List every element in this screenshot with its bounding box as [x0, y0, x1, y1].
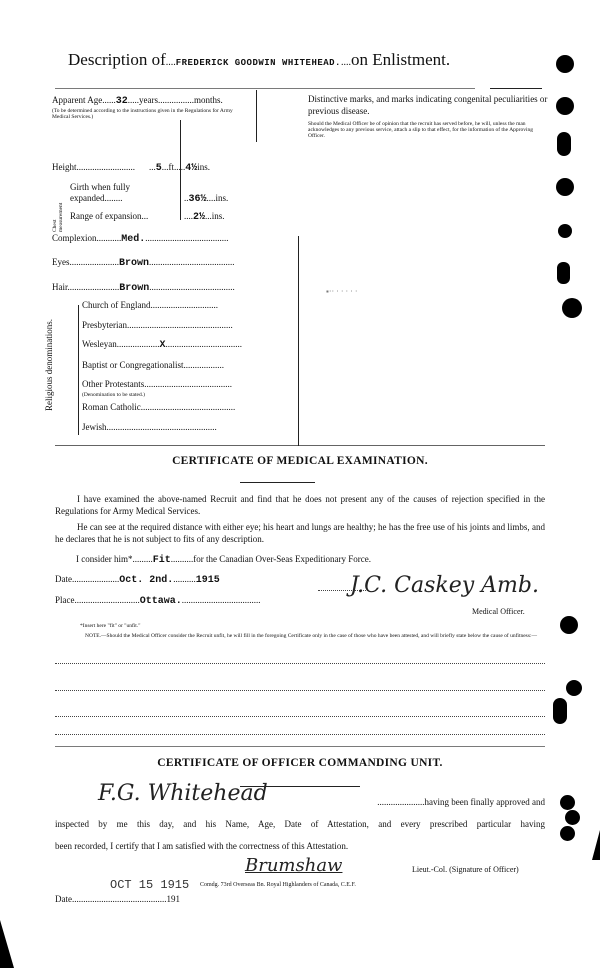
hair-row: Hair.......................Brown......................................	[52, 282, 235, 294]
recruit-name: FREDERICK GOODWIN WHITEHEAD.	[175, 58, 341, 68]
commanding-certificate-title: CERTIFICATE OF OFFICER COMMANDING UNIT.	[157, 757, 443, 769]
religion-presbyterian: Presbyterian...............................................	[82, 320, 233, 330]
commanding-date-row: Date..........................................191	[55, 894, 180, 904]
commanding-line-3: been recorded, I certify that I am satisfied with the correctness of this Attestation.	[55, 841, 349, 851]
medical-paragraph-2: He can see at the required distance with either eye; his heart and lungs are healthy; he has the free use of his joints and limbs, and he declares that he is not subject to fits of any description.	[55, 522, 545, 544]
height-row: Height.......................... ...5...ft.....4½ins.	[52, 162, 211, 174]
range-label: Range of expansion...	[70, 211, 149, 221]
medical-officer-label: Medical Officer.	[472, 607, 525, 616]
age-years: 32	[115, 96, 128, 107]
punch-hole	[560, 826, 575, 841]
recruit-signature: F.G. Whitehead	[98, 781, 268, 806]
unit-stamp: Comdg. 73rd Overseas Bn. Royal Highlanders of Canada, C.E.F.	[200, 882, 356, 888]
religion-side-label: Religious denominations.	[44, 319, 54, 411]
description-suffix: on Enlistment.	[350, 50, 451, 69]
fitness-row: I consider him*.........Fit..........for the Canadian Over-Seas Expeditionary Force.	[76, 554, 372, 566]
medical-footnote: *Insert here "fit" or "unfit."	[80, 623, 141, 629]
faint-mark: ▪·· · · · · ·	[326, 287, 358, 296]
unfitness-line	[55, 663, 545, 664]
divider	[240, 482, 315, 483]
wesleyan-mark: X	[159, 340, 166, 351]
commanding-officer-signature: Brumshaw	[245, 855, 343, 876]
description-prefix: Description of	[68, 50, 166, 69]
religion-wesleyan: Wesleyan...................X..................................	[82, 339, 243, 351]
description-heading: Description of....FREDERICK GOODWIN WHITEHEAD.....on Enlistment.	[68, 50, 451, 69]
punch-hole	[558, 224, 572, 238]
punch-hole	[560, 616, 578, 634]
punch-hole	[566, 680, 582, 696]
divider	[490, 88, 542, 89]
religion-other-note: (Denomination to be stated.)	[82, 392, 145, 398]
distinctive-marks-heading: Distinctive marks, and marks indicating congenital peculiarities or previous disease.	[308, 94, 548, 116]
date-stamp: OCT 15 1915	[110, 878, 190, 892]
medical-note: NOTE.—Should the Medical Officer consider the Recruit unfit, he will fill in the foregoing Certificate only in the case of those who have been attested, and will briefly state below the cause of unfitness:—	[85, 633, 537, 639]
distinctive-marks-note: Should the Medical Officer be of opinion that the recruit has served before, he will, unless the man acknowledges to any previous service, attach a slip to that effect, for the information of the Approving Officer.	[308, 121, 534, 139]
religion-roman-catholic: Roman Catholic..........................................	[82, 402, 236, 412]
medical-paragraph-1: I have examined the above-named Recruit and find that he does not present any of the causes of rejection specified in the Regulations for Army Medical Services.	[55, 494, 545, 516]
signature-label: Lieut.-Col. (Signature of Officer)	[412, 865, 519, 874]
punch-hole	[556, 97, 574, 115]
religion-bracket	[78, 305, 79, 435]
punch-hole	[553, 698, 567, 724]
scan-edge	[592, 830, 600, 860]
medical-officer-signature: J.C. Caskey Amb.	[350, 573, 539, 598]
punch-hole	[557, 132, 571, 156]
religion-other: Other Protestants.......................................	[82, 379, 232, 389]
fitness-value: Fit	[152, 555, 171, 566]
scan-edge	[0, 920, 14, 968]
column-divider	[298, 236, 299, 446]
unfitness-line	[55, 716, 545, 717]
punch-hole	[557, 262, 570, 284]
girth-label: Girth when fully expanded........	[70, 182, 130, 203]
punch-hole	[565, 810, 580, 825]
medical-date-row: Date.....................Oct. 2nd...........1915	[55, 574, 220, 586]
age-note: (To be determined according to the instructions given in the Regulations for Army Medical Services.)	[52, 108, 233, 120]
punch-hole	[562, 298, 582, 318]
girth-value: ..36½....ins.	[184, 193, 229, 205]
commanding-line-2: inspected by me this day, and his Name, Age, Date of Attestation, and every prescribed particular having	[55, 819, 545, 829]
divider	[55, 445, 545, 446]
commanding-line-1: .....................having been finally approved and	[377, 797, 545, 807]
apparent-age-row: Apparent Age......32.....years................months.	[52, 95, 223, 107]
medical-place-row: Place.............................Ottawa....................................	[55, 595, 261, 607]
unfitness-line	[55, 734, 545, 735]
punch-hole	[560, 795, 575, 810]
chest-side-label: Chest measurement	[52, 202, 64, 232]
range-value: ....2½...ins.	[184, 211, 225, 223]
eyes-row: Eyes......................Brown......................................	[52, 257, 235, 269]
religion-baptist: Baptist or Congregationalist..................	[82, 360, 224, 370]
religion-church-of-england: Church of England..............................	[82, 300, 218, 310]
punch-hole	[556, 55, 574, 73]
divider	[55, 88, 475, 89]
unfitness-line	[55, 690, 545, 691]
divider	[55, 746, 545, 747]
medical-certificate-title: CERTIFICATE OF MEDICAL EXAMINATION.	[172, 455, 428, 467]
column-divider	[256, 90, 257, 142]
religion-jewish: Jewish.................................................	[82, 422, 217, 432]
complexion-row: Complexion...........Med......................................	[52, 233, 229, 245]
punch-hole	[556, 178, 574, 196]
